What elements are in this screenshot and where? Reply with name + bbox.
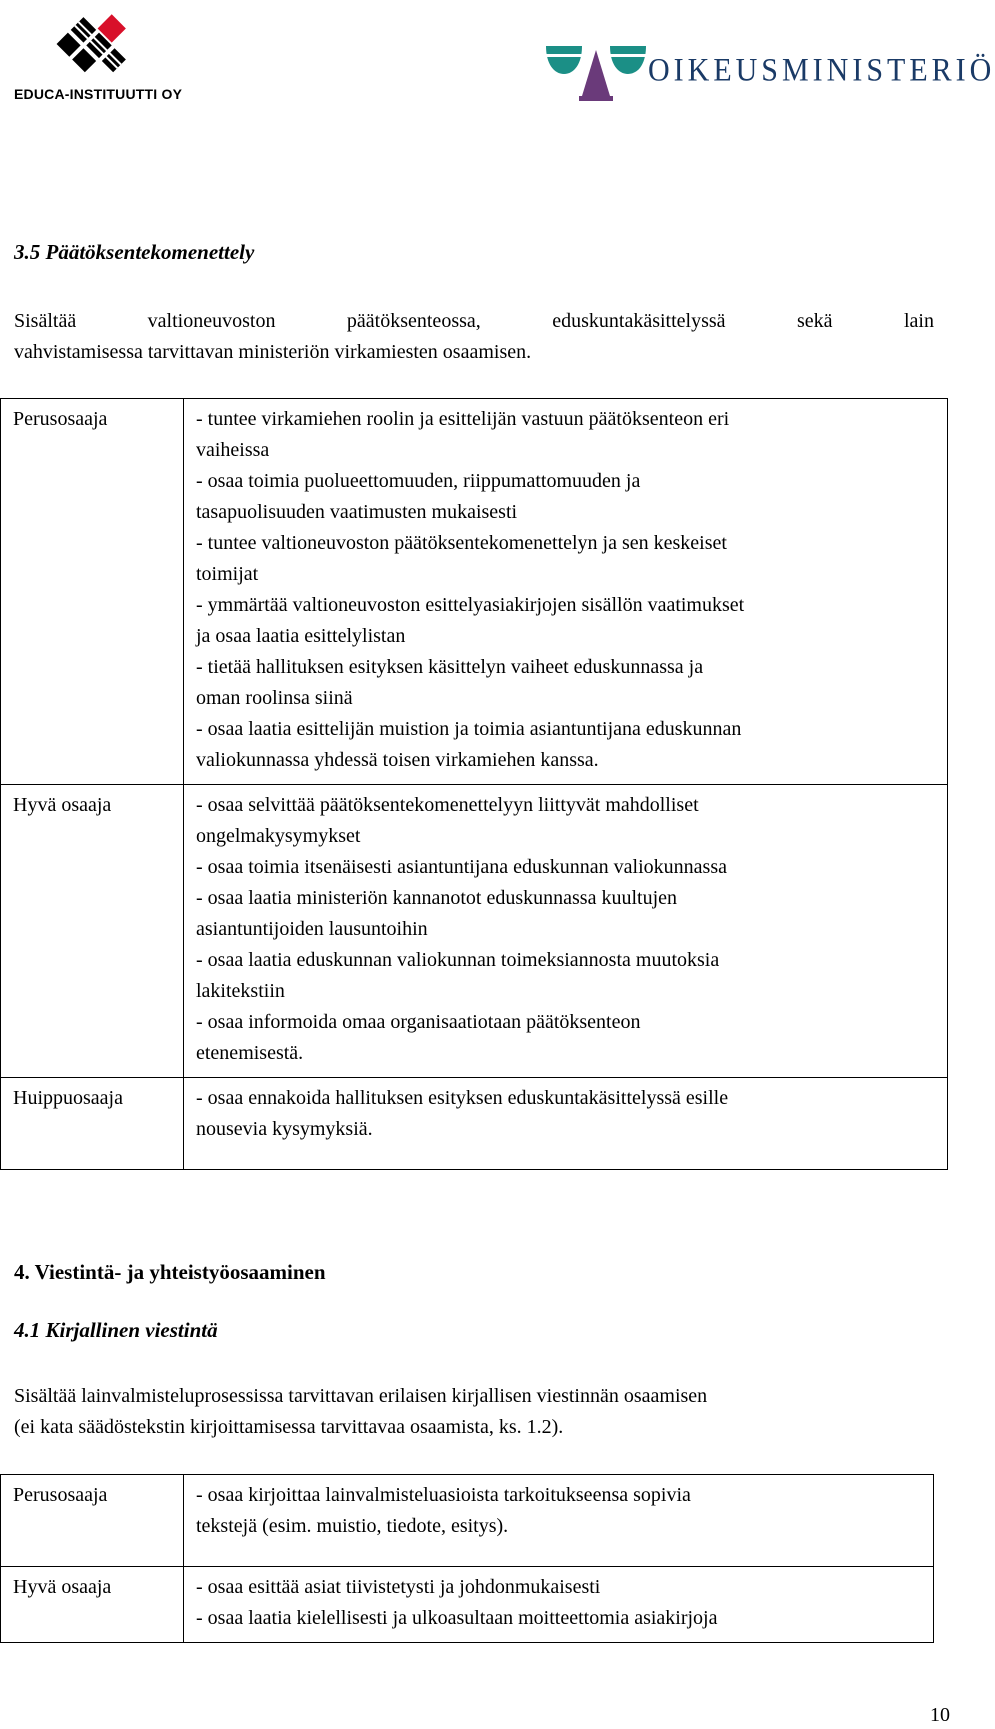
table-row (1, 399, 948, 785)
scales-of-justice-logo-icon (546, 46, 646, 102)
intro-line: Sisältää valtioneuvoston päätöksenteossa, eduskuntakäsittelyssä sekä lain (14, 310, 934, 332)
educa-logo-text: EDUCA-INSTITUUTTI OY (14, 86, 183, 102)
page-number: 10 (930, 1704, 950, 1726)
description-line: - tietää hallituksen esityksen käsittelyn vaiheet eduskunnassa ja (196, 656, 704, 678)
description-line: vaiheissa (196, 439, 270, 461)
section-3-5-intro (14, 306, 934, 368)
intro-line: (ei kata säädöstekstin kirjoittamisessa tarvittavaa osaamista, ks. 1.2). (14, 1416, 564, 1438)
description-line: valiokunnassa yhdessä toisen virkamiehen kanssa. (196, 749, 599, 771)
level-cell: Huippuosaaja (1, 1078, 184, 1170)
description-line: - osaa ennakoida hallituksen esityksen eduskuntakäsittelyssä esille (196, 1087, 729, 1109)
description-line: tekstejä (esim. muistio, tiedote, esitys). (196, 1515, 509, 1537)
page-header (0, 0, 995, 110)
description-line: - tuntee valtioneuvoston päätöksentekomenettelyn ja sen keskeiset (196, 532, 727, 554)
section-4-1-intro (14, 1381, 944, 1443)
description-line: lakitekstiin (196, 980, 285, 1002)
description-line: - osaa laatia ministeriön kannanotot eduskunnassa kuultujen (196, 887, 677, 909)
description-line: tasapuolisuuden vaatimusten mukaisesti (196, 501, 518, 523)
table-row (1, 785, 948, 1078)
intro-line: vahvistamisessa tarvittavan ministeriön virkamiesten osaamisen. (14, 341, 532, 363)
oikeusministerio-logo-text: OIKEUSMINISTERIÖ (648, 52, 995, 89)
table-row (1, 1078, 948, 1170)
description-line: etenemisestä. (196, 1042, 304, 1064)
description-cell (184, 1078, 948, 1170)
description-line: - ymmärtää valtioneuvoston esittelyasiakirjojen sisällön vaatimukset (196, 594, 745, 616)
section-4-title: 4. Viestintä- ja yhteistyöosaaminen (14, 1260, 326, 1284)
section-3-5-competence-table (0, 398, 948, 1170)
description-line: - osaa toimia puolueettomuuden, riippumattomuuden ja (196, 470, 641, 492)
description-line: - osaa laatia esittelijän muistion ja toimia asiantuntijana eduskunnan (196, 718, 742, 740)
description-line: toimijat (196, 563, 259, 585)
description-line: asiantuntijoiden lausuntoihin (196, 918, 428, 940)
description-line: - osaa informoida omaa organisaatiotaan päätöksenteon (196, 1011, 641, 1033)
description-line: ongelmakysymykset (196, 825, 361, 847)
description-line: oman roolinsa siinä (196, 687, 353, 709)
section-3-5-title: 3.5 Päätöksentekomenettely (14, 240, 255, 264)
level-cell: Perusosaaja (1, 1475, 184, 1567)
level-cell: Perusosaaja (1, 399, 184, 785)
description-line: - osaa kirjoittaa lainvalmisteluasioista tarkoitukseensa sopivia (196, 1484, 691, 1506)
intro-line: Sisältää lainvalmisteluprosessissa tarvittavan erilaisen kirjallisen viestinnän osaamisen (14, 1385, 708, 1407)
educa-diamond-logo-icon (54, 4, 144, 84)
description-cell (184, 399, 948, 785)
description-cell (184, 785, 948, 1078)
section-4-1-competence-table (0, 1474, 934, 1643)
table-row (1, 1475, 934, 1567)
description-line: - osaa laatia eduskunnan valiokunnan toimeksiannosta muutoksia (196, 949, 720, 971)
description-line: - tuntee virkamiehen roolin ja esittelijän vastuun päätöksenteon eri (196, 408, 730, 430)
level-cell: Hyvä osaaja (1, 785, 184, 1078)
description-line: - osaa laatia kielellisesti ja ulkoasultaan moitteettomia asiakirjoja (196, 1607, 718, 1629)
level-cell: Hyvä osaaja (1, 1567, 184, 1643)
description-line: ja osaa laatia esittelylistan (196, 625, 406, 647)
table-row (1, 1567, 934, 1643)
description-line: - osaa selvittää päätöksentekomenettelyyn liittyvät mahdolliset (196, 794, 699, 816)
description-line: - osaa esittää asiat tiivistetysti ja johdonmukaisesti (196, 1576, 601, 1598)
description-cell (184, 1475, 934, 1567)
description-line: nousevia kysymyksiä. (196, 1118, 373, 1140)
description-cell (184, 1567, 934, 1643)
description-line: - osaa toimia itsenäisesti asiantuntijana eduskunnan valiokunnassa (196, 856, 727, 878)
section-4-1-title: 4.1 Kirjallinen viestintä (14, 1318, 218, 1342)
